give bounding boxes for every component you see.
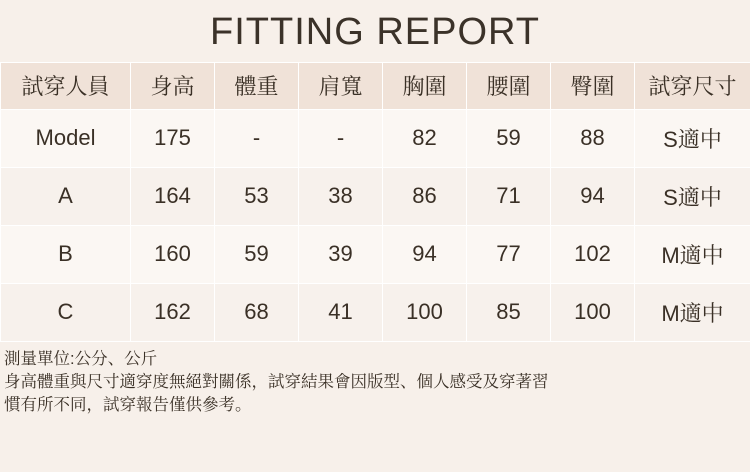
cell-bust: 86 (383, 167, 467, 225)
cell-person: B (1, 225, 131, 283)
table-row (1, 225, 750, 283)
cell-weight: 53 (215, 167, 299, 225)
column-header-height: 身高 (131, 62, 215, 109)
cell-waist: 59 (467, 109, 551, 167)
cell-weight: 59 (215, 225, 299, 283)
cell-height: 162 (131, 283, 215, 341)
cell-hip: 102 (551, 225, 635, 283)
cell-height: 175 (131, 109, 215, 167)
fitting-report-table (0, 62, 750, 342)
cell-person: A (1, 167, 131, 225)
column-header-shoulder: 肩寬 (299, 62, 383, 109)
cell-waist: 85 (467, 283, 551, 341)
note-line-unit: 測量單位:公分、公斤 (4, 349, 158, 368)
cell-person: Model (1, 109, 131, 167)
cell-bust: 94 (383, 225, 467, 283)
measurement-notes (0, 342, 750, 418)
cell-shoulder: 38 (299, 167, 383, 225)
page-title: FITTING REPORT (210, 11, 540, 53)
table-header (1, 62, 750, 109)
cell-hip: 94 (551, 167, 635, 225)
cell-shoulder: 39 (299, 225, 383, 283)
column-header-weight: 體重 (215, 62, 299, 109)
cell-hip: 88 (551, 109, 635, 167)
column-header-waist: 腰圍 (467, 62, 551, 109)
cell-person: C (1, 283, 131, 341)
column-header-size: 試穿尺寸 (635, 62, 750, 109)
table-row (1, 109, 750, 167)
cell-shoulder: - (299, 109, 383, 167)
cell-size: S適中 (635, 167, 750, 225)
cell-height: 164 (131, 167, 215, 225)
cell-weight: 68 (215, 283, 299, 341)
column-header-hip: 臀圍 (551, 62, 635, 109)
cell-bust: 82 (383, 109, 467, 167)
column-header-person: 試穿人員 (1, 62, 131, 109)
cell-weight: - (215, 109, 299, 167)
cell-waist: 71 (467, 167, 551, 225)
cell-shoulder: 41 (299, 283, 383, 341)
note-line-disclaimer-2: 慣有所不同，試穿報告僅供參考。 (4, 396, 252, 415)
table-header-row (1, 62, 750, 109)
cell-size: M適中 (635, 283, 750, 341)
table-body (1, 109, 750, 341)
column-header-bust: 胸圍 (383, 62, 467, 109)
cell-bust: 100 (383, 283, 467, 341)
cell-size: S適中 (635, 109, 750, 167)
table-row (1, 283, 750, 341)
cell-hip: 100 (551, 283, 635, 341)
cell-size: M適中 (635, 225, 750, 283)
note-line-disclaimer-1: 身高體重與尺寸適穿度無絕對關係，試穿結果會因版型、個人感受及穿著習 (4, 373, 549, 392)
table-row (1, 167, 750, 225)
cell-height: 160 (131, 225, 215, 283)
cell-waist: 77 (467, 225, 551, 283)
